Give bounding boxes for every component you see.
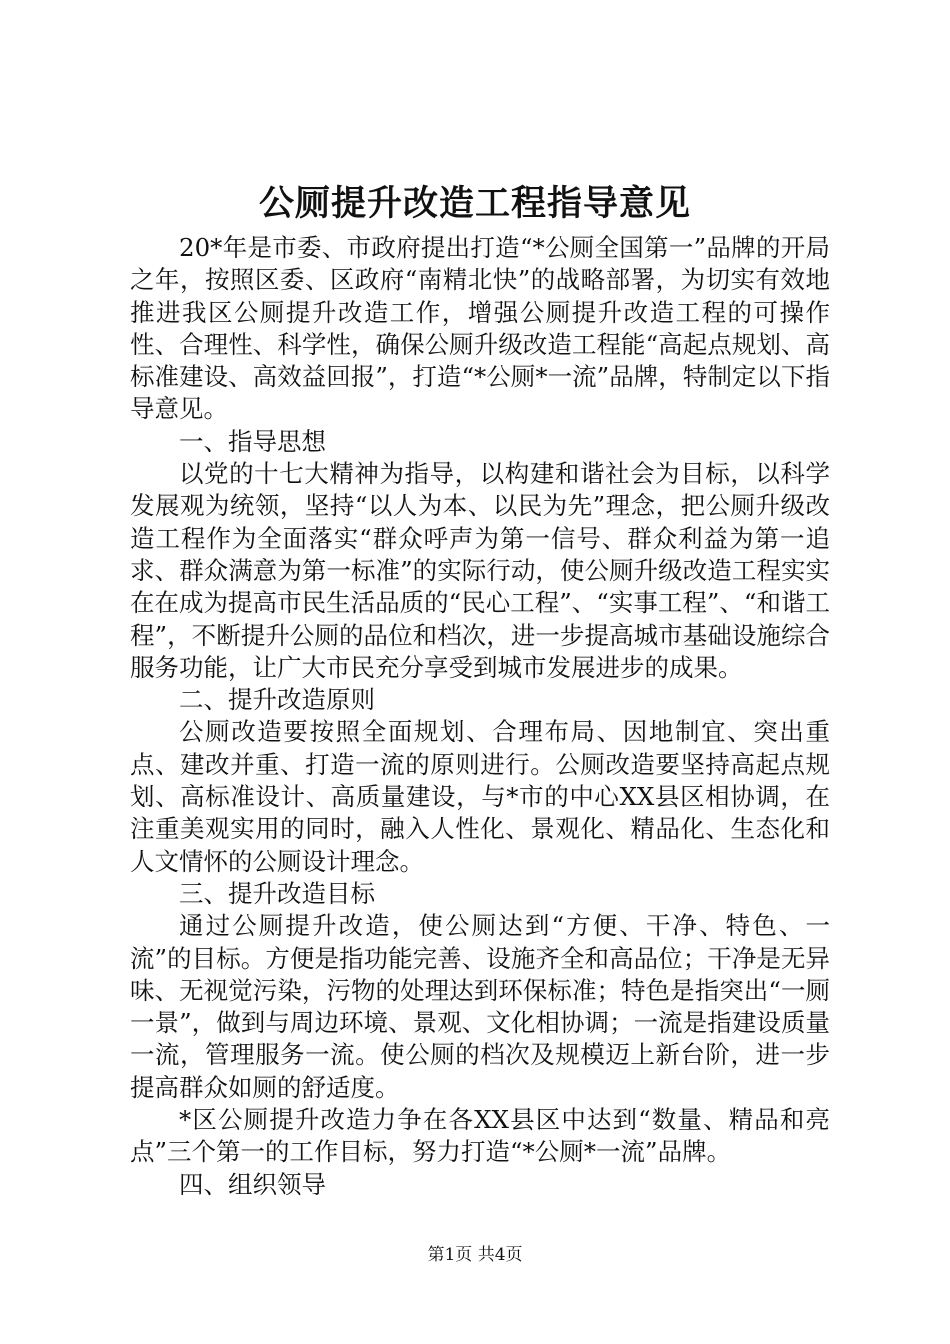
paragraph-guiding-thought: 以党的十七大精神为指导，以构建和谐社会为目标，以科学发展观为统领，坚持“以人为本、以民为先”理念，把公厕升级改造工程作为全面落实“群众呼声为第一信号、群众利益为第一追求、群众满意为第一标准”的实际行动，使公厕升级改造工程实实在在成为提高市民生活品质的“民心工程”、“实事工程”、“和谐工程”，不断提升公厕的品位和档次，进一步提高城市基础设施综合服务功能，让广大市民充分享受到城市发展进步的成果。 bbox=[130, 459, 830, 682]
intro-paragraph: 20*年是市委、市政府提出打造“*公厕全国第一”品牌的开局之年，按照区委、区政府“南精北快”的战略部署，为切实有效地推进我区公厕提升改造工作，增强公厕提升改造工程的可操作性、合理性、科学性，确保公厕升级改造工程能“高起点规划、高标准建设、高效益回报”，打造“*公厕*一流”品牌，特制定以下指导意见。 bbox=[130, 233, 830, 424]
section-heading-organization: 四、组织领导 bbox=[179, 1169, 326, 1199]
section-heading-goals: 三、提升改造目标 bbox=[179, 878, 375, 908]
page-number-footer: 第1页 共4页 bbox=[427, 1245, 523, 1265]
paragraph-principles: 公厕改造要按照全面规划、合理布局、因地制宜、突出重点、建改并重、打造一流的原则进行。公厕改造要坚持高起点规划、高标准设计、高质量建设，与*市的中心XX县区相协调，在注重美观实用的同时，融入人性化、景观化、精品化、生态化和人文情怀的公厕设计理念。 bbox=[130, 717, 830, 876]
document-title: 公厕提升改造工程指导意见 bbox=[258, 183, 691, 224]
section-heading-guiding-thought: 一、指导思想 bbox=[179, 426, 326, 456]
paragraph-goals-brand: *区公厕提升改造力争在各XX县区中达到“数量、精品和亮点”三个第一的工作目标，努力打造“*公厕*一流”品牌。 bbox=[130, 1105, 830, 1167]
paragraph-goals: 通过公厕提升改造，使公厕达到“方便、干净、特色、一流”的目标。方便是指功能完善、设施齐全和高品位；干净是无异味、无视觉污染，污物的处理达到环保标准；特色是指突出“一厕一景”，做到与周边环境、景观、文化相协调；一流是指建设质量一流，管理服务一流。使公厕的档次及规模迈上新台阶，进一步提高群众如厕的舒适度。 bbox=[130, 911, 830, 1102]
section-heading-principles: 二、提升改造原则 bbox=[179, 685, 375, 715]
document-body bbox=[130, 232, 830, 1201]
